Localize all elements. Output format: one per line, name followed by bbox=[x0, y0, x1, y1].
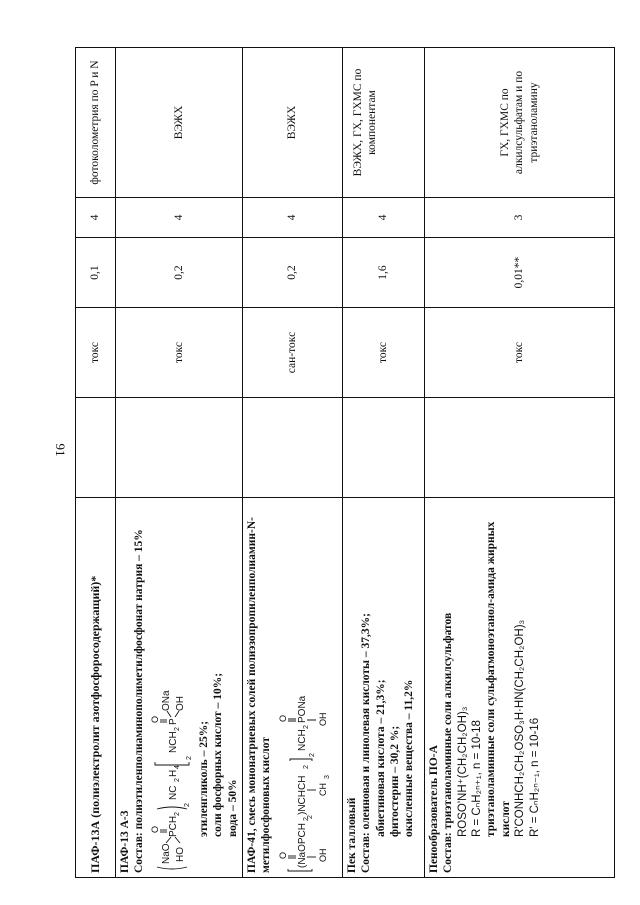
method-cell: ВЭЖХ, ГХ, ГХМС по компонентам bbox=[342, 48, 424, 198]
svg-text:(NaOPCH: (NaOPCH bbox=[296, 822, 308, 868]
svg-text:2: 2 bbox=[302, 765, 310, 769]
svg-text:O: O bbox=[149, 715, 160, 723]
composition-line: абиетиновая кислота – 21,3%; bbox=[374, 679, 387, 837]
svg-text:2: 2 bbox=[306, 815, 314, 819]
composition-text: олеиновая и линолевая кислоты – 37,3%; bbox=[360, 613, 373, 830]
row-heading: ПАФ-41, смесь мононатриевых солей полиэзопропиленполиамин-N-метилфосфоновых кислот bbox=[245, 517, 273, 873]
composition-cell bbox=[342, 498, 424, 878]
class-cell: 4 bbox=[242, 198, 342, 238]
svg-text:OH: OH bbox=[317, 712, 328, 726]
svg-text:2: 2 bbox=[308, 753, 316, 757]
svg-text:H: H bbox=[167, 769, 179, 777]
svg-text:ONa: ONa bbox=[160, 690, 172, 711]
method-cell: фотоколометрия по P и N bbox=[76, 48, 116, 198]
page-number: 91 bbox=[53, 443, 68, 457]
composition-line: триэтаноламинные соли сульфатмоноэтанол-амида жирных кислот bbox=[485, 521, 512, 837]
value-cell: 0,01** bbox=[424, 238, 614, 308]
svg-text:2: 2 bbox=[183, 803, 191, 807]
svg-text:PCH: PCH bbox=[167, 815, 179, 837]
svg-text:OH: OH bbox=[317, 848, 328, 862]
extra-line: вода – 50% bbox=[226, 779, 239, 837]
class-cell: 4 bbox=[116, 198, 243, 238]
svg-text:O: O bbox=[277, 851, 288, 859]
table-row bbox=[424, 48, 614, 878]
empty-cell bbox=[76, 398, 116, 498]
composition-text: полиэтиленполиаминополиметилфосфонат натрия – 15% bbox=[133, 529, 146, 830]
hazard-cell: токс bbox=[424, 308, 614, 398]
composition-line bbox=[359, 502, 373, 873]
hazard-cell: токс bbox=[116, 308, 243, 398]
composition-line bbox=[132, 502, 146, 873]
empty-cell bbox=[342, 398, 424, 498]
formula-line: R = CₙH₂ₙ₊₁, n = 10-18 bbox=[471, 720, 483, 837]
composition-line bbox=[441, 502, 455, 873]
table-row bbox=[76, 48, 116, 878]
class-cell: 3 bbox=[424, 198, 614, 238]
rotated-table-container bbox=[75, 48, 615, 878]
composition-label: Состав: bbox=[360, 832, 373, 873]
row-heading: ПАФ-13 А-3 bbox=[119, 810, 131, 873]
row-heading: Пенообразователь ПО-А bbox=[427, 745, 440, 873]
svg-text:2: 2 bbox=[302, 817, 310, 821]
svg-text:P: P bbox=[167, 718, 179, 725]
row-heading: Пек талловый bbox=[345, 797, 358, 873]
header-name-cell: ПАФ-13А (полиэлектролит азотфосфоросодержащий)* bbox=[76, 498, 116, 878]
svg-text:O: O bbox=[277, 714, 288, 722]
data-table bbox=[75, 47, 615, 878]
paf41-formula bbox=[276, 653, 334, 873]
value-cell: 0,2 bbox=[116, 238, 243, 308]
composition-cell bbox=[116, 498, 243, 878]
hazard-cell: токс bbox=[76, 308, 116, 398]
svg-text:)NCHCH: )NCHCH bbox=[296, 775, 308, 815]
class-cell: 4 bbox=[342, 198, 424, 238]
table-row bbox=[242, 48, 342, 878]
composition-line: фитостерин – 30,2 %; bbox=[389, 725, 401, 837]
svg-text:2: 2 bbox=[173, 727, 181, 731]
svg-text:4: 4 bbox=[173, 765, 181, 769]
svg-text:OH: OH bbox=[174, 696, 186, 711]
svg-text:CH: CH bbox=[317, 783, 328, 796]
formula-line: R'CONHCH₂CH₂OSO₃H·HN(CH₂CH₂OH)₃ bbox=[514, 619, 527, 837]
formula-line: R' = CₙH₂ₙ₋₁, n = 10-16 bbox=[528, 717, 541, 837]
svg-text:HO: HO bbox=[174, 847, 186, 862]
composition-cell bbox=[242, 498, 342, 878]
svg-text:3: 3 bbox=[323, 775, 331, 779]
table-row bbox=[116, 48, 243, 878]
composition-label: Состав: bbox=[442, 832, 455, 873]
composition-cell bbox=[424, 498, 614, 878]
value-cell: 0,1 bbox=[76, 238, 116, 308]
svg-text:PONa: PONa bbox=[296, 695, 308, 723]
hazard-cell: токс bbox=[342, 308, 424, 398]
table-row bbox=[342, 48, 424, 878]
svg-text:NCH: NCH bbox=[296, 729, 308, 751]
class-cell: 4 bbox=[76, 198, 116, 238]
empty-cell bbox=[116, 398, 243, 498]
svg-text:2: 2 bbox=[173, 812, 181, 816]
formula-line: ROSO'NH⁺(CH₂CH₂OH)₃ bbox=[456, 706, 469, 837]
method-cell: ВЭЖХ bbox=[242, 48, 342, 198]
empty-cell bbox=[424, 398, 614, 498]
svg-text:2: 2 bbox=[185, 756, 193, 760]
svg-text:NC: NC bbox=[167, 785, 179, 800]
svg-text:NCH: NCH bbox=[167, 731, 179, 753]
composition-line: окисленные вещества – 11,2% bbox=[403, 679, 416, 837]
value-cell: 0,2 bbox=[242, 238, 342, 308]
empty-cell bbox=[242, 398, 342, 498]
value-cell: 1,6 bbox=[342, 238, 424, 308]
svg-text:2: 2 bbox=[302, 725, 310, 729]
composition-label: Состав: bbox=[133, 832, 146, 873]
method-cell: ВЭЖХ bbox=[116, 48, 243, 198]
svg-text:2: 2 bbox=[173, 778, 181, 782]
svg-text:NaO: NaO bbox=[160, 843, 172, 864]
extra-line: этиленгликоль – 25%; bbox=[197, 720, 210, 837]
hazard-cell: сан-токс bbox=[242, 308, 342, 398]
paf13-formula bbox=[149, 633, 195, 873]
extra-line: соли фосфорных кислот – 10%; bbox=[212, 672, 225, 837]
composition-text: триэтаноламинные соли алкилсульфатов bbox=[442, 612, 455, 830]
svg-text:O: O bbox=[149, 825, 160, 833]
method-cell: ГХ, ГХМС по алкилсульфатам и по триэтаноламину bbox=[424, 48, 614, 198]
